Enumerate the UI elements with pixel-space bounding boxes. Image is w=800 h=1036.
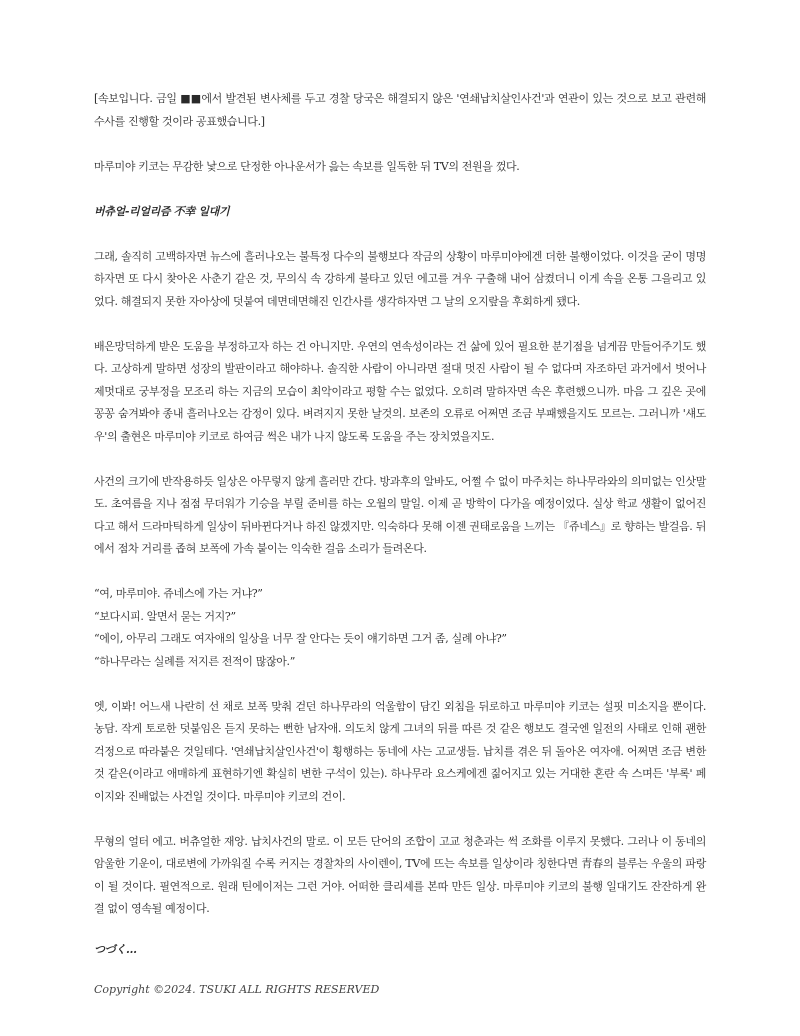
broadcast-paragraph: [속보입니다. 금일 ■■에서 발견된 변사체를 두고 경찰 당국은 해결되지 않은 '연쇄납치살인사건'과 연관이 있는 것으로 보고 관련해 수사를 진행할 것이라 공표했습니다.] (94, 92, 706, 128)
dialogue-line: “보다시피. 알면서 묻는 거지?” (94, 609, 236, 623)
body-paragraph: 무형의 얼터 에고. 버츄얼한 재앙. 납치사건의 말로. 이 모든 단어의 조합이 고교 청춘과는 썩 조화를 이루지 못했다. 그러나 이 동네의 암울한 기운이, 대로변에 가까워질 수록 커지는 경찰차의 사이렌이, TV에 뜨는 속보를 일상이라 칭한다면 青春의 블루는 우울의 파랑이 될 것이다. 필연적으로. 원래 틴에이저는 그런 거야. 어떠한 클리셰를 본따 만든 일상. 마루미야 키코의 불행 일대기도 잔잔하게 완결 없이 영속될 예정이다. (94, 834, 706, 915)
dialogue-block (94, 583, 706, 673)
intro-paragraph: 마루미야 키코는 무감한 낯으로 단정한 아나운서가 읊는 속보를 일독한 뒤 TV의 전원을 껐다. (94, 159, 520, 173)
body-paragraph: 그래, 솔직히 고백하자면 뉴스에 흘러나오는 불특정 다수의 불행보다 작금의 상황이 마루미야에겐 더한 불행이었다. 이것을 굳이 명명하자면 또 다시 찾아온 사춘기 같은 것, 무의식 속 강하게 불타고 있던 에고를 겨우 구출해 내어 삼켰더니 이게 속을 온통 그을리고 있었다. 해결되지 못한 자아상에 덧붙여 데면데면해진 인간사를 생각하자면 그 날의 오지랖을 후회하게 됐다. (94, 249, 706, 308)
body-paragraph: 사건의 크기에 반작용하듯 일상은 아무렇지 않게 흘러만 간다. 방과후의 알바도, 어쩔 수 없이 마주치는 하나무라와의 의미없는 인삿말도. 초여름을 지나 점점 무더워가 기승을 부릴 준비를 하는 오월의 말일. 이제 곧 방학이 다가올 예정이었다. 실상 학교 생활이 없어진다고 해서 드라마틱하게 일상이 뒤바뀐다거나 하진 않겠지만. 익숙하다 못해 이젠 권태로움을 느끼는 『쥬네스』로 향하는 발걸음. 뒤에서 점차 거리를 좁혀 보폭에 가속 붙이는 익숙한 걸음 소리가 들려온다. (94, 474, 706, 555)
dialogue-line: “여, 마루미야. 쥬네스에 가는 거냐?” (94, 587, 263, 600)
body-paragraph: 배은망덕하게 받은 도움을 부정하고자 하는 건 아니지만. 우연의 연속성이라는 건 삶에 있어 필요한 분기점을 넘게끔 만들어주기도 했다. 고상하게 말하면 성장의 발판이라고 해야하나. 솔직한 사람이 아니라면 절대 멋진 사람이 될 수 없다며 자조하던 과거에서 벗어나 제멋대로 궁부정을 모조리 하는 지금의 모습이 최악이라고 평할 수는 없었다. 오히려 말하자면 속은 후련했으니까. 마음 그 깊은 곳에 꽁꽁 숨겨봐야 종내 흘러나오는 감정이 있다. 벼려지지 못한 날것의. 보존의 오류로 어쩌면 조금 부패했을지도 모르는. 그러니까 '섀도우'의 출현은 마루미야 키코로 하여금 썩은 내가 나지 않도록 도움을 주는 장치였을지도. (94, 339, 706, 443)
copyright-notice: Copyright ©2024. TSUKI ALL RIGHTS RESERVED (94, 983, 380, 996)
document-body (94, 88, 706, 1002)
to-be-continued: つづく… (94, 942, 137, 956)
section-subtitle: 버츄얼-리얼리즘 不幸 일대기 (94, 204, 230, 218)
dialogue-line: “하나무라는 실례를 저지른 전적이 많잖아.” (94, 654, 295, 668)
body-paragraph: 엣, 이봐! 어느새 나란히 선 채로 보폭 맞춰 걷던 하나무라의 억울함이 담긴 외침을 뒤로하고 마루미야 키코는 설핏 미소지을 뿐이다. 농담. 작게 토로한 덧붙임은 듣지 못하는 뻔한 남자애. 의도치 않게 그녀의 뒤를 따른 것 같은 행보도 결국엔 일전의 사태로 인해 괜한 걱정으로 따라붙은 것일테다. '연쇄납치살인사건'이 횡행하는 동네에 사는 고교생들. 납치를 겪은 뒤 돌아온 여자애. 어쩌면 조금 변한 것 같은(이라고 애매하게 표현하기엔 확실히 변한 구석이 있는). 하나무라 요스케에겐 짊어지고 있는 거대한 혼란 속 스며든 '부록' 페이지와 진배없는 사건일 것이다. 마루미야 키코의 건이. (94, 699, 706, 803)
dialogue-line: “에이, 아무리 그래도 여자애의 일상을 너무 잘 안다는 듯이 얘기하면 그거 좀, 실례 아냐?” (94, 632, 507, 645)
